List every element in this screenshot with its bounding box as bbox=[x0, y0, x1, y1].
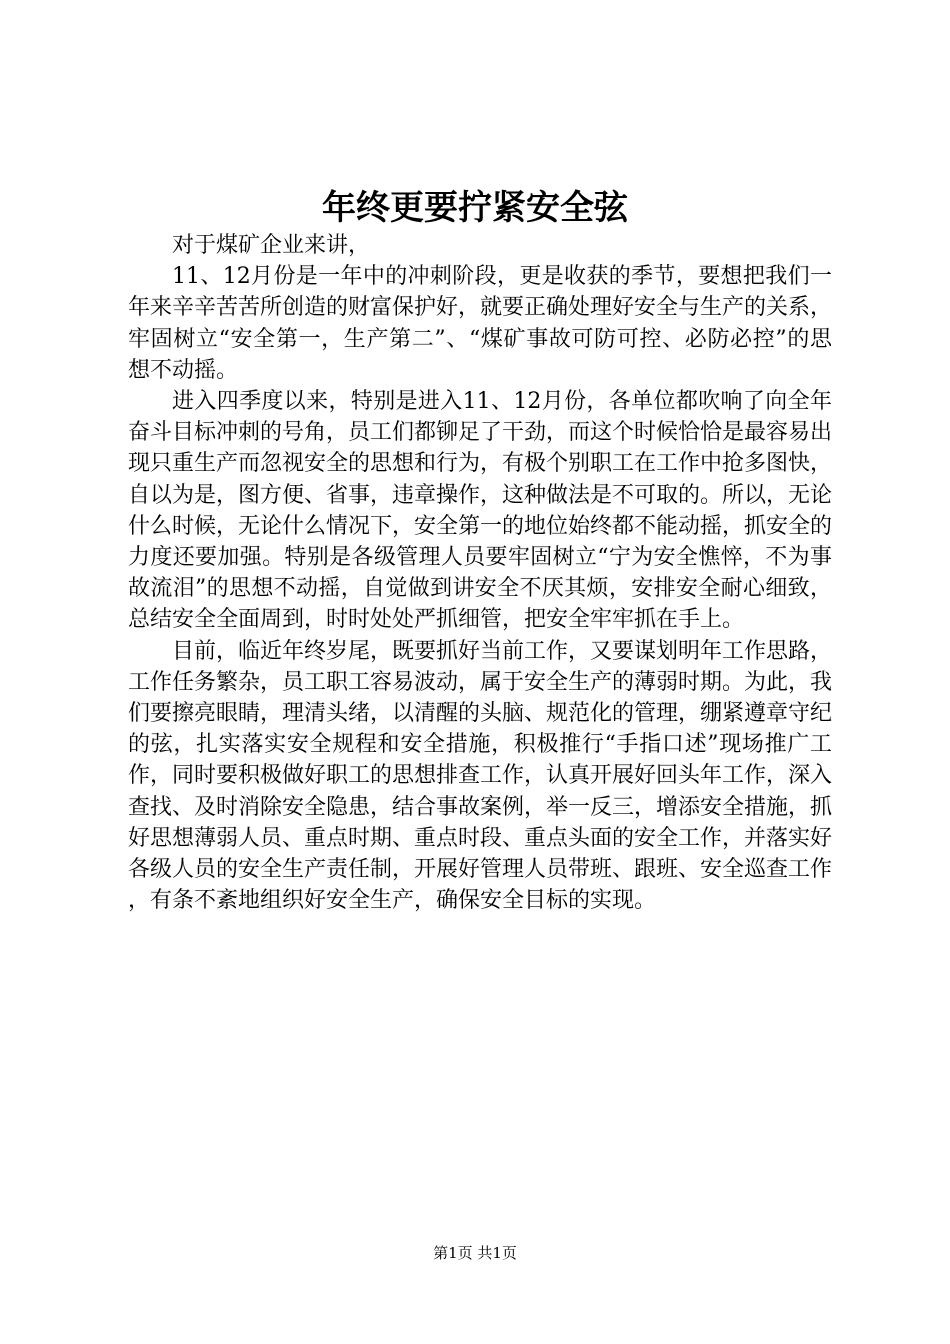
document-body bbox=[128, 230, 832, 916]
paragraph-3: 进入四季度以来，特别是进入11、12月份，各单位都吹响了向全年奋斗目标冲刺的号角，员工们都铆足了干劲，而这个时候恰恰是最容易出现只重生产而忽视安全的思想和行为，有极个别职工在工作中抢多图快，自以为是，图方便、省事，违章操作，这种做法是不可取的。所以，无论什么时候，无论什么情况下，安全第一的地位始终都不能动摇，抓安全的力度还要加强。特别是各级管理人员要牢固树立“宁为安全憔悴，不为事故流泪”的思想不动摇，自觉做到讲安全不厌其烦，安排安全耐心细致，总结安全全面周到，时时处处严抓细管，把安全牢牢抓在手上。 bbox=[128, 389, 833, 633]
page-footer: 第1页 共1页 bbox=[433, 1244, 517, 1262]
paragraph-2: 11、12月份是一年中的冲刺阶段，更是收获的季节，要想把我们一年来辛辛苦苦所创造的财富保护好，就要正确处理好安全与生产的关系，牢固树立“安全第一，生产第二”、“煤矿事故可防可控、必防必控”的思想不动摇。 bbox=[128, 264, 833, 383]
paragraph-1: 对于煤矿企业来讲， bbox=[172, 233, 371, 258]
document-title: 年终更要拧紧安全弦 bbox=[322, 188, 628, 228]
paragraph-4: 目前，临近年终岁尾，既要抓好当前工作，又要谋划明年工作思路，工作任务繁杂，员工职工容易波动，属于安全生产的薄弱时期。为此，我们要擦亮眼睛，理清头绪，以清醒的头脑、规范化的管理，绷紧遵章守纪的弦，扎实落实安全规程和安全措施，积极推行“手指口述”现场推广工作，同时要积极做好职工的思想排查工作，认真开展好回头年工作，深入查找、及时消除安全隐患，结合事故案例，举一反三，增添安全措施，抓好思想薄弱人员、重点时期、重点时段、重点头面的安全工作，并落实好各级人员的安全生产责任制，开展好管理人员带班、跟班、安全巡查工作，有条不紊地组织好安全生产，确保安全目标的实现。 bbox=[128, 638, 833, 914]
